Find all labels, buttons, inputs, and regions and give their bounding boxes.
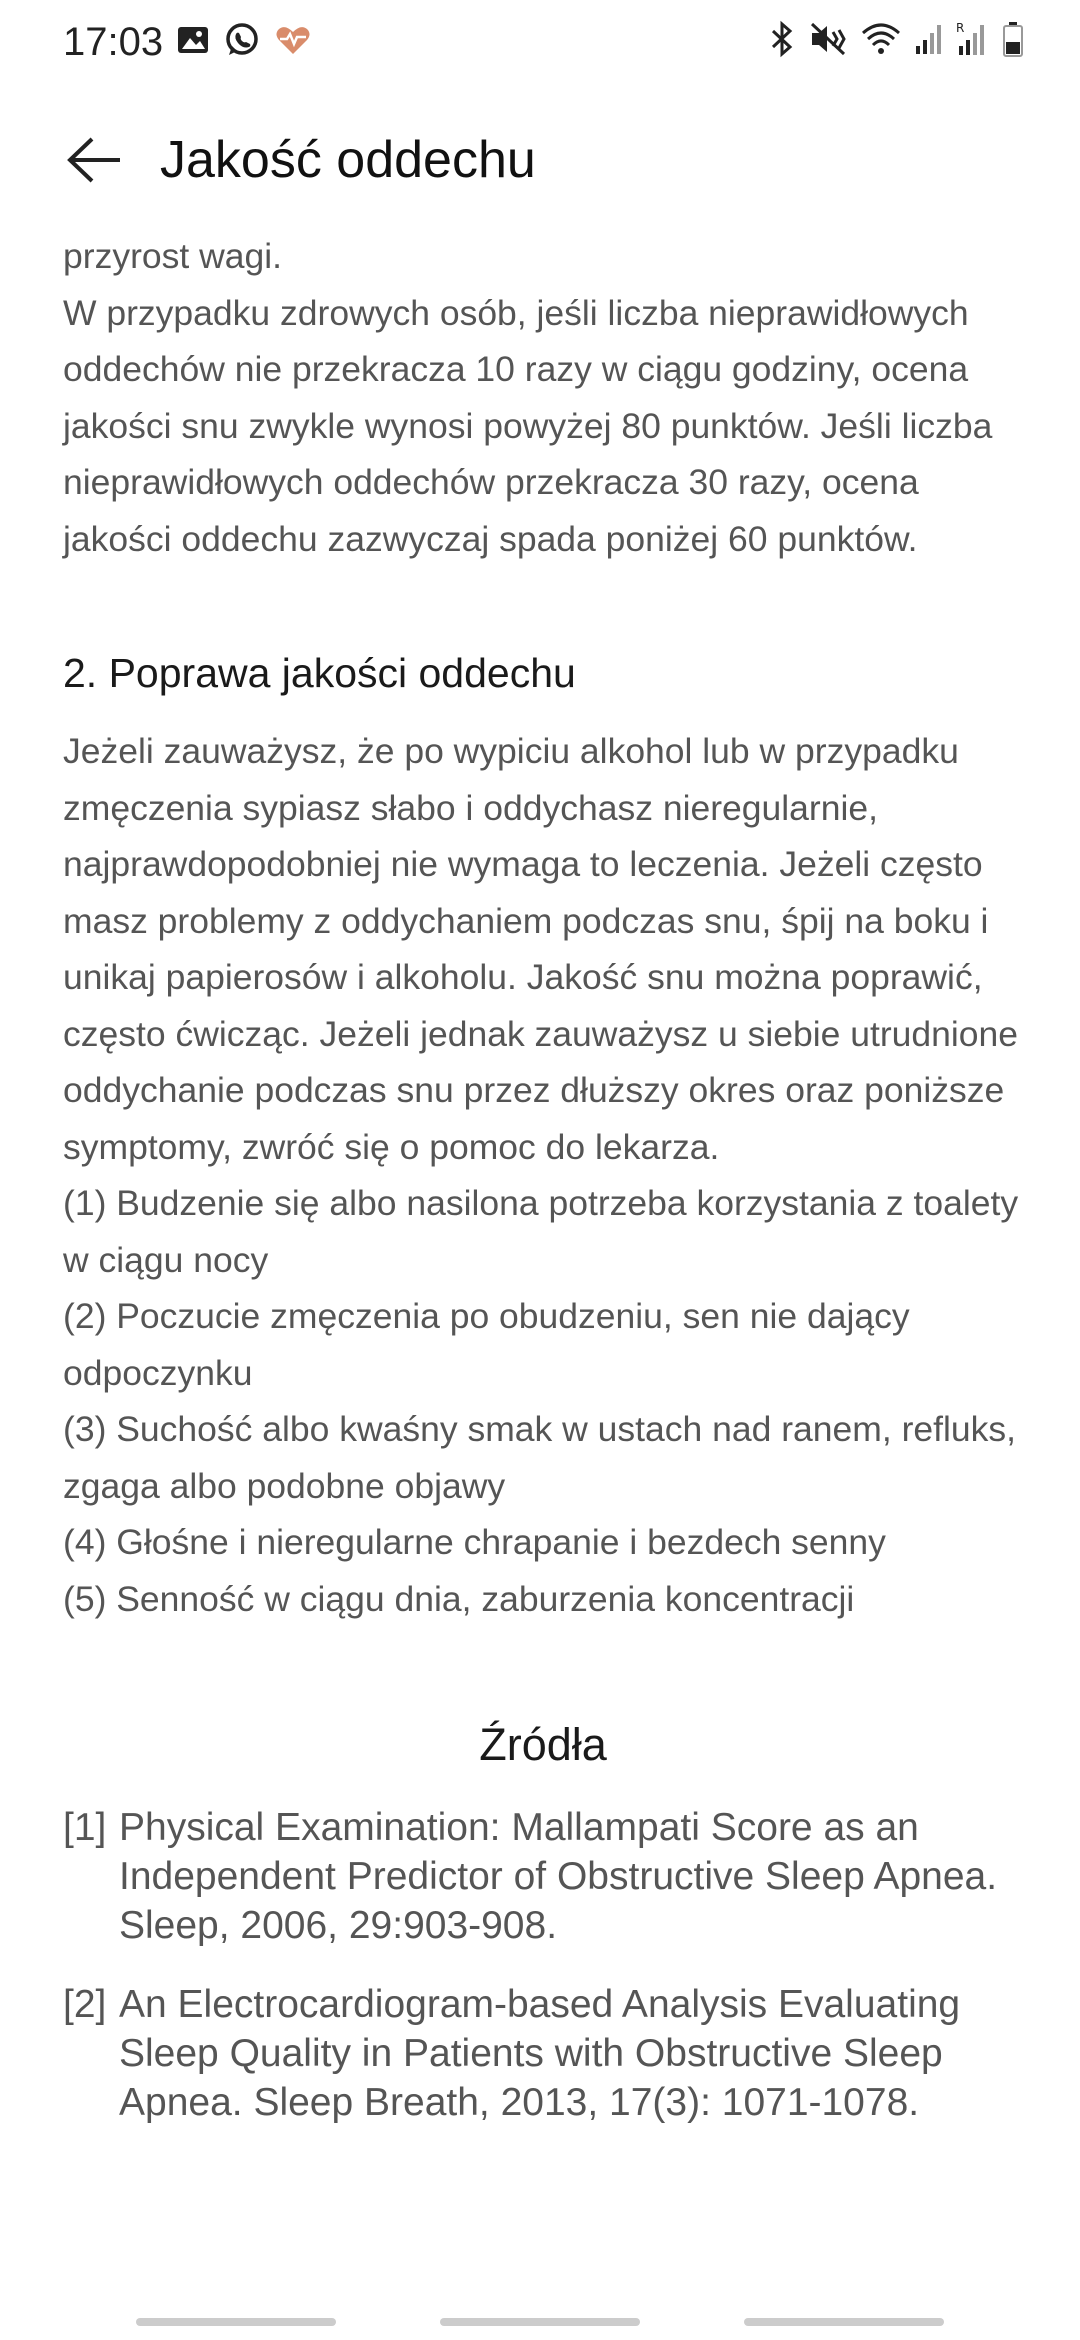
back-button[interactable]	[56, 122, 132, 198]
status-bar	[0, 0, 1080, 84]
page-indicator	[440, 2318, 640, 2326]
arrow-left-icon	[64, 135, 124, 185]
reference-number: [1]	[63, 1806, 107, 1849]
page-indicators	[0, 2318, 1080, 2326]
symptoms-list	[63, 1175, 1023, 1627]
page-indicator	[744, 2318, 944, 2326]
bluetooth-icon	[768, 20, 796, 58]
signal-icon	[914, 22, 944, 56]
list-item: (3) Suchość albo kwaśny smak w ustach nad ranem, refluks, zgaga albo podobne objawy	[63, 1409, 1016, 1506]
list-item: (4) Głośne i nieregularne chrapanie i bezdech senny	[63, 1522, 886, 1562]
list-item: (5) Senność w ciągu dnia, zaburzenia koncentracji	[63, 1578, 855, 1619]
reference-number: [2]	[63, 1983, 107, 2026]
battery-icon	[1002, 20, 1024, 58]
page-title: Jakość oddechu	[160, 131, 536, 189]
sources-title: Źródła	[479, 1719, 607, 1770]
reference-text: Physical Examination: Mallampati Score as an Independent Predictor of Obstructive Sleep Apnea. Sleep, 2006, 29:903-908.	[119, 1806, 998, 1947]
whatsapp-icon	[224, 22, 260, 58]
intro-paragraph: przyrost wagi. W przypadku zdrowych osób, jeśli liczba nieprawidłowych oddechów nie przekracza 10 razy w ciągu godziny, ocena jakości snu zwykle wynosi powyżej 80 punktów. Jeśli liczba nieprawidłowych oddechów przekracza 30 razy, ocena jakości oddechu zazwyczaj spada poniżej 60 punktów.	[63, 236, 993, 559]
status-time: 17:03	[63, 20, 164, 64]
section-title-improve: 2. Poprawa jakości oddechu	[63, 650, 576, 696]
reference-item	[63, 1803, 1023, 1950]
gallery-icon	[176, 23, 210, 57]
svg-text:R: R	[956, 21, 965, 35]
list-item: (2) Poczucie zmęczenia po obudzeniu, sen nie dający odpoczynku	[63, 1296, 910, 1393]
reference-text: An Electrocardiogram-based Analysis Evaluating Sleep Quality in Patients with Obstructive Sleep Apnea. Sleep Breath, 2013, 17(3): 1071-1078.	[119, 1983, 961, 2124]
status-system-icons	[768, 20, 1024, 58]
app-header	[0, 100, 1080, 220]
reference-item	[63, 1980, 1023, 2127]
status-notification-icons	[176, 22, 312, 58]
section-paragraph: Jeżeli zauważysz, że po wypiciu alkohol lub w przypadku zmęczenia sypiasz słabo i oddychasz nieregularnie, najprawdopodobniej nie wymaga to leczenia. Jeżeli często masz problemy z oddychaniem podczas snu, śpij na boku i unikaj papierosów i alkoholu. Jakość snu można poprawić, często ćwicząc. Jeżeli jednak zauważysz u siebie utrudnione oddychanie podczas snu przez dłuższy okres oraz poniższe symptomy, zwróć się o pomoc do lekarza.	[63, 731, 1019, 1167]
roaming-signal-icon	[956, 20, 990, 58]
article-content[interactable]	[63, 228, 1023, 2157]
list-item: (1) Budzenie się albo nasilona potrzeba korzystania z toalety w ciągu nocy	[63, 1183, 1019, 1280]
page-indicator	[136, 2318, 336, 2326]
wifi-icon	[860, 21, 902, 57]
mute-vibrate-icon	[808, 20, 848, 58]
health-heart-icon	[274, 23, 312, 57]
